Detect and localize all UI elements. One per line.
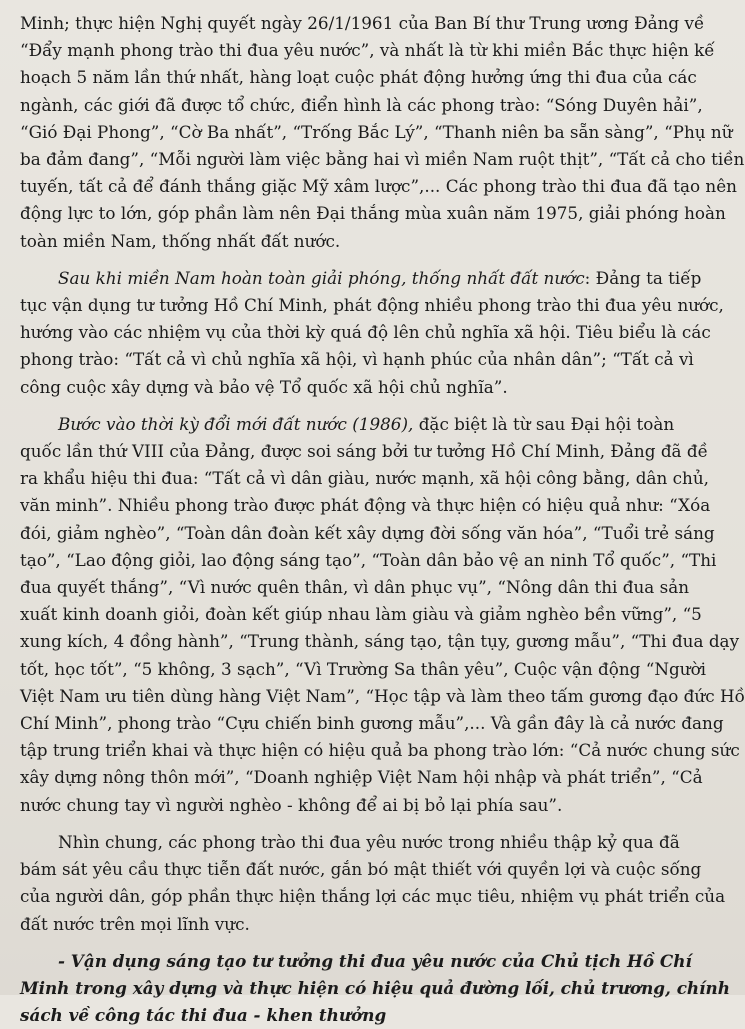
text-line: bám sát yêu cầu thực tiễn đất nước, gắn bó mật thiết với quyền lợi và cuộc sống <box>20 859 702 880</box>
text-line: Chí Minh”, phong trào “Cựu chiến binh gương mẫu”,... Và gần đây là cả nước đang <box>20 713 724 734</box>
text-line: “Đẩy mạnh phong trào thi đua yêu nước”, và nhất là từ khi miền Bắc thực hiện kế <box>20 40 715 61</box>
text-line: toàn miền Nam, thống nhất đất nước. <box>20 230 341 251</box>
text-line: Minh; thực hiện Nghị quyết ngày 26/1/1961 của Ban Bí thư Trung ương Đảng về <box>20 13 705 33</box>
text-line: đất nước trên mọi lĩnh vực. <box>20 913 250 934</box>
text-line: “Gió Đại Phong”, “Cờ Ba nhất”, “Trống Bắc Lý”, “Thanh niên ba sẵn sàng”, “Phụ nữ <box>20 121 733 142</box>
text-line: tốt, học tốt”, “5 không, 3 sạch”, “Vì Trường Sa thân yêu”, Cuộc vận động “Người <box>20 658 707 679</box>
text-line: đua quyết thắng”, “Vì nước quên thân, vì dân phục vụ”, “Nông dân thi đua sản <box>20 577 690 598</box>
text-line: tạo”, “Lao động giỏi, lao động sáng tạo”, “Toàn dân bảo vệ an ninh Tổ quốc”, “Thi <box>20 549 717 570</box>
paragraph-1 <box>20 10 745 255</box>
text-line: văn minh”. Nhiều phong trào được phát động và thực hiện có hiệu quả như: “Xóa <box>20 495 711 516</box>
text-run: : Đảng ta tiếp <box>584 267 702 288</box>
paragraph-3 <box>20 411 745 819</box>
heading-line: Minh trong xây dựng và thực hiện có hiệu quả đường lối, chủ trương, chính <box>20 977 730 998</box>
text-line <box>20 411 675 438</box>
italic-lead: Bước vào thời kỳ đổi mới đất nước (1986), <box>58 413 414 434</box>
text-line: hướng vào các nhiệm vụ của thời kỳ quá độ lên chủ nghĩa xã hội. Tiêu biểu là các <box>20 322 711 343</box>
heading-line: sách về công tác thi đua - khen thưởng <box>20 1005 387 1026</box>
text-line: công cuộc xây dựng và bảo vệ Tổ quốc xã hội chủ nghĩa”. <box>20 376 508 397</box>
text-line: nước chung tay vì người nghèo - không để ai bị bỏ lại phía sau”. <box>20 794 563 815</box>
text-line: tập trung triển khai và thực hiện có hiệu quả ba phong trào lớn: “Cả nước chung sức <box>20 740 740 761</box>
text-line: quốc lần thứ VIII của Đảng, được soi sáng bởi tư tưởng Hồ Chí Minh, Đảng đã đề <box>20 441 708 462</box>
text-line: đói, giảm nghèo”, “Toàn dân đoàn kết xây dựng đời sống văn hóa”, “Tuổi trẻ sáng <box>20 522 715 543</box>
text-line: ba đảm đang”, “Mỗi người làm việc bằng hai vì miền Nam ruột thịt”, “Tất cả cho tiền <box>20 149 745 170</box>
paragraph-2 <box>20 265 724 401</box>
text-run: đặc biệt là từ sau Đại hội toàn <box>413 413 675 434</box>
paragraph-4 <box>20 829 726 938</box>
text-line: của người dân, góp phần thực hiện thắng lợi các mục tiêu, nhiệm vụ phát triển của <box>20 886 726 907</box>
section-heading <box>20 948 730 1029</box>
text-line: ra khẩu hiệu thi đua: “Tất cả vì dân giàu, nước mạnh, xã hội công bằng, dân chủ, <box>20 468 709 489</box>
text-line: Nhìn chung, các phong trào thi đua yêu nước trong nhiều thập kỷ qua đã <box>58 831 680 852</box>
text-line: xây dựng nông thôn mới”, “Doanh nghiệp Việt Nam hội nhập và phát triển”, “Cả <box>20 767 703 788</box>
text-line: xuất kinh doanh giỏi, đoàn kết giúp nhau làm giàu và giảm nghèo bền vững”, “5 <box>20 604 702 625</box>
text-line: ngành, các giới đã được tổ chức, điển hình là các phong trào: “Sóng Duyên hải”, <box>20 94 703 115</box>
text-line: động lực to lớn, góp phần làm nên Đại thắng mùa xuân năm 1975, giải phóng hoàn <box>20 203 726 224</box>
text-line: xung kích, 4 đồng hành”, “Trung thành, sáng tạo, tận tụy, gương mẫu”, “Thi đua dạy <box>20 631 740 652</box>
italic-lead: Sau khi miền Nam hoàn toàn giải phóng, thống nhất đất nước <box>58 267 585 288</box>
text-line: Việt Nam ưu tiên dùng hàng Việt Nam”, “Học tập và làm theo tấm gương đạo đức Hồ <box>20 685 745 706</box>
text-line <box>20 265 702 292</box>
text-line: hoạch 5 năm lần thứ nhất, hàng loạt cuộc phát động hưởng ứng thi đua của các <box>20 67 697 88</box>
text-line: phong trào: “Tất cả vì chủ nghĩa xã hội, vì hạnh phúc của nhân dân”; “Tất cả vì <box>20 349 694 370</box>
heading-line: - Vận dụng sáng tạo tư tưởng thi đua yêu nước của Chủ tịch Hồ Chí <box>58 950 692 971</box>
text-line: tuyến, tất cả để đánh thắng giặc Mỹ xâm lược”,... Các phong trào thi đua đã tạo nên <box>20 176 737 197</box>
text-line: tục vận dụng tư tưởng Hồ Chí Minh, phát động nhiều phong trào thi đua yêu nước, <box>20 295 724 316</box>
